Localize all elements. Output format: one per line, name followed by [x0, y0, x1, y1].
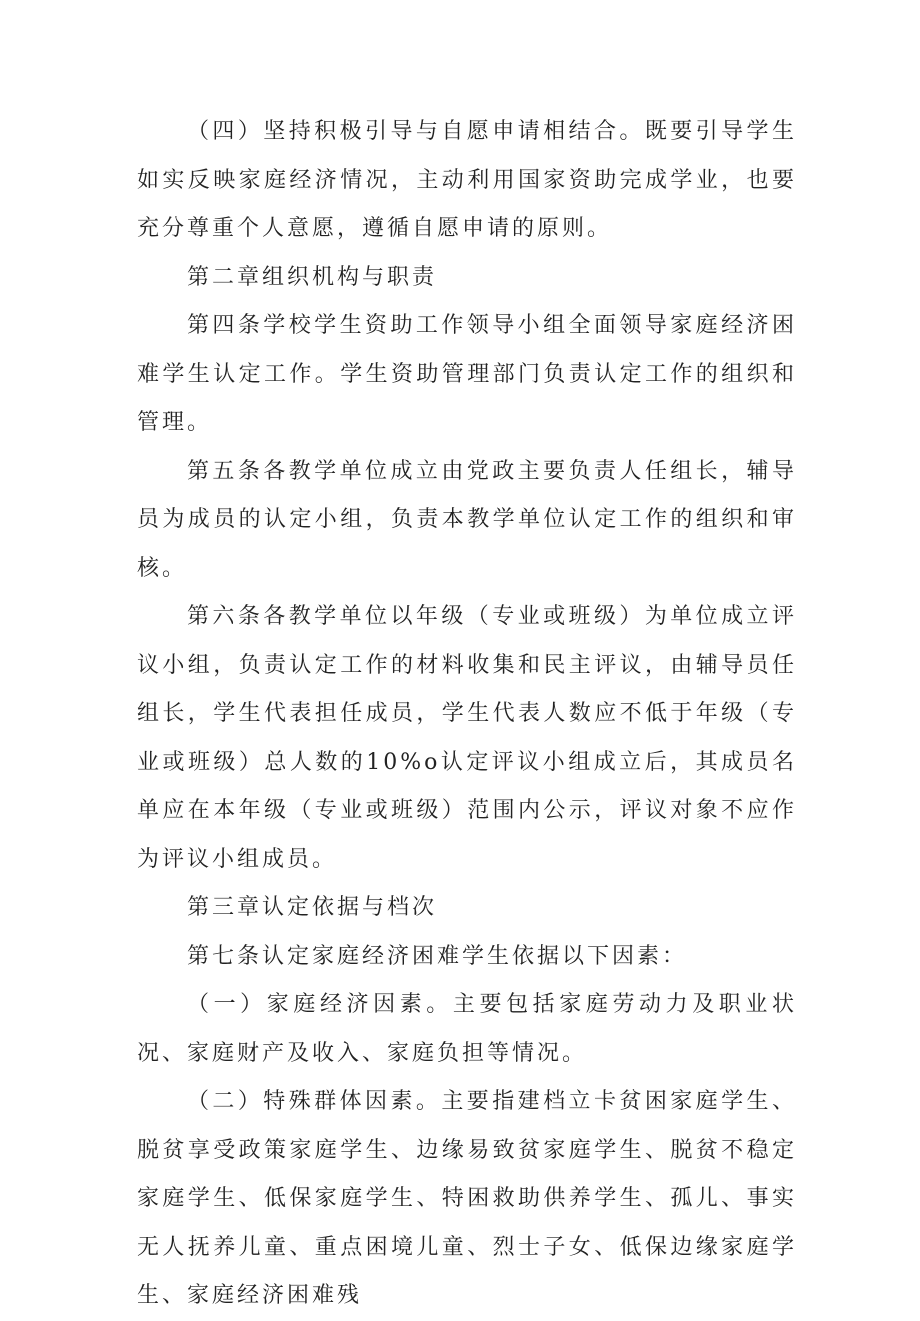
document-body [137, 108, 797, 1321]
article-four: 第四条学校学生资助工作领导小组全面领导家庭经济困难学生认定工作。学生资助管理部门负责认定工作的组织和管理。 [137, 313, 797, 435]
factor-one-paragraph: （一）家庭经济因素。主要包括家庭劳动力及职业状况、家庭财产及收入、家庭负担等情况。 [137, 992, 797, 1066]
article-seven: 第七条认定家庭经济困难学生依据以下因素： [187, 943, 688, 969]
paragraph-principle-four: （四）坚持积极引导与自愿申请相结合。既要引导学生如实反映家庭经济情况，主动利用国家资助完成学业，也要充分尊重个人意愿，遵循自愿申请的原则。 [137, 119, 797, 241]
factor-two-paragraph: （二）特殊群体因素。主要指建档立卡贫困家庭学生、脱贫享受政策家庭学生、边缘易致贫家庭学生、脱贫不稳定家庭学生、低保家庭学生、特困救助供养学生、孤儿、事实无人抚养儿童、重点困境儿童、烈士子女、低保边缘家庭学生、家庭经济困难残 [137, 1089, 797, 1308]
article-five: 第五条各教学单位成立由党政主要负责人任组长，辅导员为成员的认定小组，负责本教学单位认定工作的组织和审核。 [137, 458, 797, 581]
chapter-three-heading: 第三章认定依据与档次 [187, 895, 438, 920]
chapter-two-heading: 第二章组织机构与职责 [187, 264, 438, 290]
article-six: 第六条各教学单位以年级（专业或班级）为单位成立评议小组，负责认定工作的材料收集和民主评议，由辅导员任组长，学生代表担任成员，学生代表人数应不低于年级（专业或班级）总人数的10%o认定评议小组成立后，其成员名单应在本年级（专业或班级）范围内公示，评议对象不应作为评议小组成员。 [137, 604, 797, 872]
